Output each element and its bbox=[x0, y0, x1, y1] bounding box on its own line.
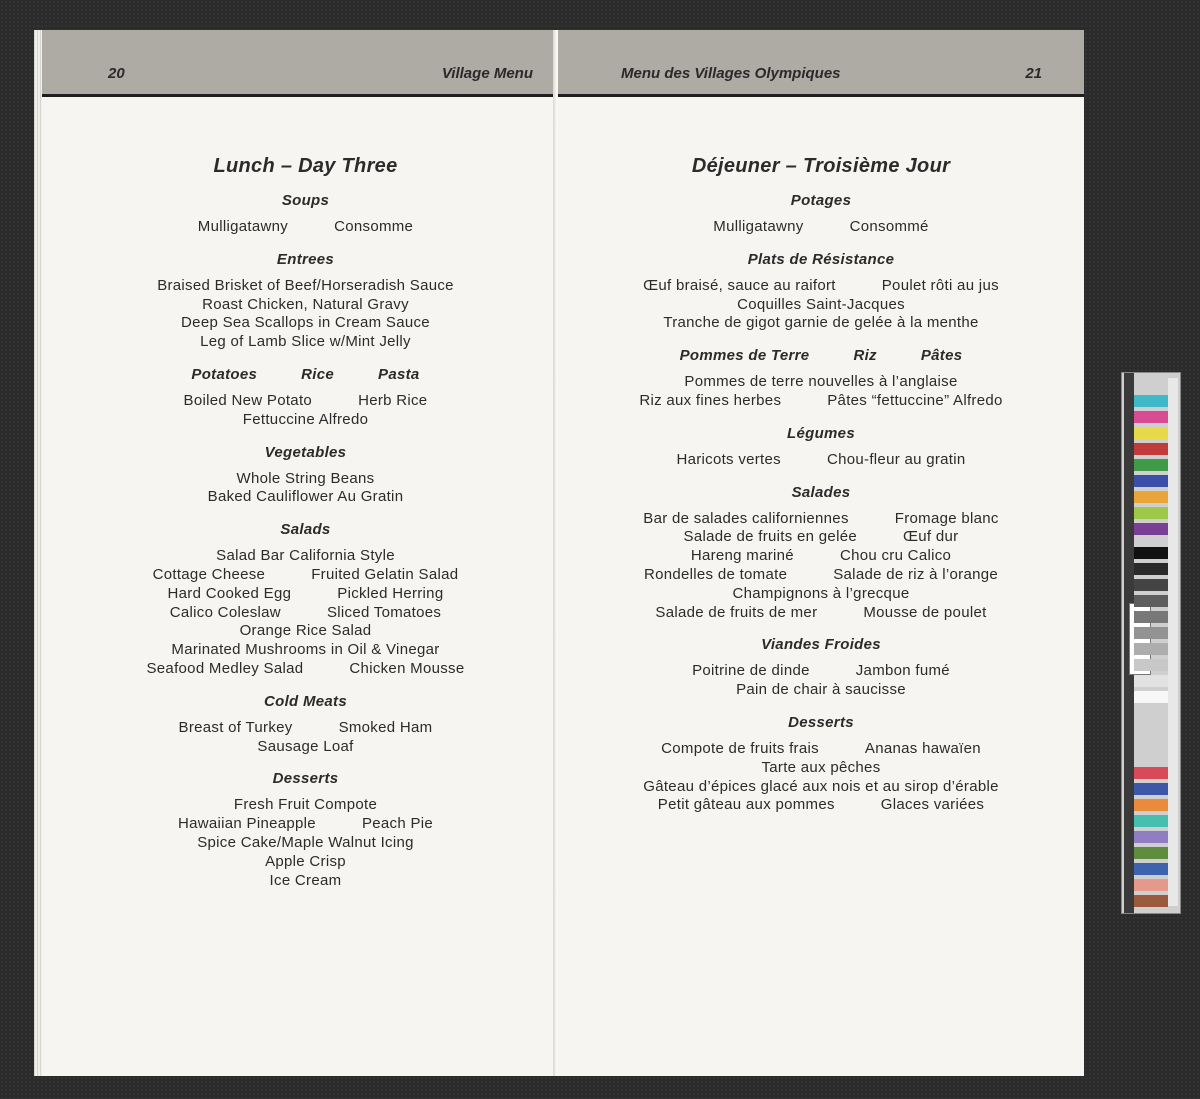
menu-row bbox=[558, 218, 1084, 237]
menu-item: Pâtes “fettuccine” Alfredo bbox=[827, 391, 1003, 409]
color-swatch bbox=[1134, 443, 1168, 455]
section-heading-plats: Plats de Résistance bbox=[747, 250, 895, 268]
menu-row bbox=[558, 528, 1084, 547]
menu-row bbox=[42, 719, 555, 738]
menu-item: Orange Rice Salad bbox=[239, 622, 372, 640]
menu-item: Champignons à l’grecque bbox=[732, 584, 910, 602]
gray-swatch bbox=[1134, 595, 1168, 607]
menu-item: Roast Chicken, Natural Gravy bbox=[202, 295, 409, 313]
menu-item: Œuf braisé, sauce au raifort bbox=[643, 276, 836, 294]
menu-item: Calico Coleslaw bbox=[169, 603, 281, 621]
right-header-band bbox=[558, 30, 1084, 97]
menu-item: Hawaiian Pineapple bbox=[177, 815, 316, 833]
menu-item: Compote de fruits frais bbox=[661, 739, 819, 757]
menu-title: Déjeuner – Troisième Jour bbox=[691, 155, 951, 177]
gray-swatch bbox=[1134, 675, 1168, 687]
menu-row bbox=[42, 333, 555, 352]
menu-item: Smoked Ham bbox=[338, 718, 433, 736]
menu-row bbox=[42, 488, 555, 507]
heading-potatoes: Potatoes bbox=[191, 365, 258, 383]
menu-item: Mulligatawny bbox=[197, 218, 289, 235]
menu-item: Fromage blanc bbox=[894, 509, 999, 527]
menu-item: Tarte aux pêches bbox=[761, 758, 881, 776]
menu-row bbox=[42, 411, 555, 430]
menu-row bbox=[42, 392, 555, 411]
menu-item: Apple Crisp bbox=[265, 852, 346, 870]
menu-row bbox=[558, 510, 1084, 529]
menu-item: Braised Brisket of Beef/Horseradish Sauce bbox=[157, 276, 454, 294]
color-swatch bbox=[1134, 847, 1168, 859]
menu-item: Leg of Lamb Slice w/Mint Jelly bbox=[200, 333, 411, 351]
menu-row bbox=[42, 660, 555, 679]
menu-item: Consommé bbox=[849, 218, 929, 235]
gray-swatch bbox=[1134, 563, 1168, 575]
menu-item: Bar de salades californiennes bbox=[643, 509, 849, 527]
gray-swatch bbox=[1134, 659, 1168, 671]
heading-riz: Riz bbox=[853, 347, 877, 365]
menu-row bbox=[558, 662, 1084, 681]
section-heading-salads: Salads bbox=[280, 521, 331, 539]
color-swatch bbox=[1134, 427, 1168, 439]
menu-row bbox=[558, 566, 1084, 585]
menu-item: Pickled Herring bbox=[337, 584, 444, 602]
menu-item: Pommes de terre nouvelles à l’anglaise bbox=[684, 373, 958, 391]
section-heading-vegetables: Vegetables bbox=[264, 443, 347, 461]
gray-swatch bbox=[1134, 547, 1168, 559]
menu-item: Salade de fruits de mer bbox=[655, 603, 818, 621]
menu-row bbox=[558, 451, 1084, 470]
menu-item: Salade de riz à l’orange bbox=[833, 565, 999, 583]
section-heading-cold-meats: Cold Meats bbox=[263, 692, 347, 710]
menu-row bbox=[42, 277, 555, 296]
color-swatch bbox=[1134, 767, 1168, 779]
menu-item: Mulligatawny bbox=[713, 218, 804, 235]
menu-row bbox=[42, 604, 555, 623]
color-swatch bbox=[1134, 879, 1168, 891]
menu-item: Chou cru Calico bbox=[839, 547, 952, 565]
running-title: Village Menu bbox=[441, 65, 533, 82]
section-heading-pommes-riz-pates bbox=[558, 347, 1084, 365]
section-heading-desserts: Desserts bbox=[272, 770, 339, 788]
menu-row bbox=[558, 296, 1084, 315]
color-calibration-chart bbox=[1121, 372, 1181, 914]
menu-row bbox=[42, 796, 555, 815]
color-swatch bbox=[1134, 895, 1168, 907]
menu-row bbox=[42, 738, 555, 757]
gray-swatch bbox=[1134, 643, 1168, 655]
menu-booklet-spread bbox=[34, 30, 1086, 1076]
menu-row bbox=[42, 218, 555, 237]
chart-label-strip bbox=[1168, 378, 1178, 906]
menu-row bbox=[42, 547, 555, 566]
color-swatch bbox=[1134, 475, 1168, 487]
color-swatch bbox=[1134, 831, 1168, 843]
menu-item: Pain de chair à saucisse bbox=[736, 681, 906, 699]
section-heading-viandes-froides: Viandes Froides bbox=[761, 636, 881, 654]
menu-item: Chicken Mousse bbox=[349, 659, 465, 677]
menu-item: Tranche de gigot garnie de gelée à la menthe bbox=[663, 314, 979, 332]
menu-row bbox=[558, 314, 1084, 333]
menu-item: Haricots vertes bbox=[676, 450, 781, 468]
menu-item: Sliced Tomatoes bbox=[326, 603, 442, 621]
menu-row bbox=[558, 796, 1084, 815]
menu-row bbox=[42, 641, 555, 660]
menu-row bbox=[42, 853, 555, 872]
menu-item: Œuf dur bbox=[902, 528, 959, 546]
menu-item: Consomme bbox=[334, 218, 414, 235]
menu-item: Fettuccine Alfredo bbox=[242, 410, 369, 428]
menu-row bbox=[558, 547, 1084, 566]
menu-item: Rondelles de tomate bbox=[643, 565, 788, 583]
menu-item: Poitrine de dinde bbox=[692, 662, 810, 680]
menu-item: Whole String Beans bbox=[236, 469, 375, 487]
color-swatch bbox=[1134, 799, 1168, 811]
section-heading-potatoes-rice-pasta bbox=[42, 366, 555, 384]
menu-item: Cottage Cheese bbox=[152, 565, 266, 583]
running-title: Menu des Villages Olympiques bbox=[621, 65, 841, 82]
menu-item: Spice Cake/Maple Walnut Icing bbox=[197, 833, 414, 851]
menu-row bbox=[558, 392, 1084, 411]
color-swatch bbox=[1134, 507, 1168, 519]
menu-item: Peach Pie bbox=[361, 815, 434, 833]
menu-item: Hard Cooked Egg bbox=[167, 584, 292, 602]
menu-row bbox=[558, 681, 1084, 700]
color-swatch bbox=[1134, 863, 1168, 875]
menu-item: Ice Cream bbox=[269, 871, 342, 889]
menu-item: Riz aux fines herbes bbox=[639, 391, 782, 409]
menu-row bbox=[42, 834, 555, 853]
menu-row bbox=[558, 740, 1084, 759]
section-heading-potages: Potages bbox=[790, 192, 852, 209]
menu-item: Poulet rôti au jus bbox=[881, 276, 999, 294]
menu-item: Petit gâteau aux pommes bbox=[657, 796, 835, 814]
section-heading-desserts: Desserts bbox=[788, 713, 854, 731]
color-swatch bbox=[1134, 491, 1168, 503]
color-swatch bbox=[1134, 783, 1168, 795]
heading-rice: Rice bbox=[301, 365, 335, 383]
color-swatch bbox=[1134, 395, 1168, 407]
color-swatch bbox=[1134, 815, 1168, 827]
page-number: 20 bbox=[108, 65, 125, 82]
menu-row bbox=[42, 872, 555, 891]
menu-row bbox=[42, 585, 555, 604]
menu-row bbox=[558, 604, 1084, 623]
menu-row bbox=[42, 622, 555, 641]
menu-item: Jambon fumé bbox=[855, 662, 950, 680]
menu-row bbox=[558, 277, 1084, 296]
menu-item: Baked Cauliflower Au Gratin bbox=[207, 488, 404, 506]
menu-row bbox=[558, 778, 1084, 797]
menu-item: Gâteau d’épices glacé aux nois et au sirop d’érable bbox=[643, 777, 999, 795]
color-swatch bbox=[1134, 411, 1168, 423]
menu-item: Coquilles Saint-Jacques bbox=[737, 295, 905, 313]
menu-row bbox=[558, 585, 1084, 604]
section-heading-legumes: Légumes bbox=[787, 424, 855, 442]
menu-item: Glaces variées bbox=[880, 796, 985, 814]
section-heading-entrees: Entrees bbox=[276, 250, 335, 268]
menu-title: Lunch – Day Three bbox=[213, 155, 398, 177]
menu-item: Fresh Fruit Compote bbox=[233, 796, 378, 814]
menu-item: Chou-fleur au gratin bbox=[826, 450, 966, 468]
right-page bbox=[558, 30, 1084, 1076]
menu-row bbox=[42, 470, 555, 489]
gray-swatch bbox=[1134, 691, 1168, 703]
menu-item: Fruited Gelatin Salad bbox=[311, 565, 459, 583]
menu-item: Salad Bar California Style bbox=[216, 547, 395, 565]
section-heading-salades: Salades bbox=[791, 483, 851, 501]
left-page bbox=[42, 30, 555, 1076]
menu-item: Seafood Medley Salad bbox=[146, 659, 304, 677]
lunch-menu-english bbox=[42, 154, 555, 890]
menu-item: Deep Sea Scallops in Cream Sauce bbox=[181, 314, 430, 332]
menu-row bbox=[558, 759, 1084, 778]
gray-swatch bbox=[1134, 627, 1168, 639]
menu-item: Boiled New Potato bbox=[183, 391, 313, 409]
page-number: 21 bbox=[1025, 65, 1042, 82]
menu-item: Salade de fruits en gelée bbox=[683, 528, 857, 546]
menu-item: Hareng mariné bbox=[690, 547, 794, 565]
menu-item: Sausage Loaf bbox=[257, 737, 354, 755]
section-heading-soups: Soups bbox=[281, 192, 330, 209]
menu-item: Mousse de poulet bbox=[863, 603, 987, 621]
color-swatch bbox=[1134, 523, 1168, 535]
left-header-band bbox=[42, 30, 555, 97]
menu-item: Marinated Mushrooms in Oil & Vinegar bbox=[171, 641, 440, 659]
gray-swatch bbox=[1134, 579, 1168, 591]
heading-pasta: Pasta bbox=[378, 365, 420, 383]
heading-pates: Pâtes bbox=[920, 347, 963, 365]
menu-item: Breast of Turkey bbox=[178, 718, 293, 736]
menu-row bbox=[558, 373, 1084, 392]
menu-item: Herb Rice bbox=[358, 391, 428, 409]
heading-pommes-de-terre: Pommes de Terre bbox=[679, 347, 810, 365]
lunch-menu-french bbox=[558, 154, 1084, 815]
menu-item: Ananas hawaïen bbox=[864, 739, 981, 757]
menu-row bbox=[42, 815, 555, 834]
menu-row bbox=[42, 566, 555, 585]
color-swatch bbox=[1134, 459, 1168, 471]
gray-swatch bbox=[1134, 611, 1168, 623]
menu-row bbox=[42, 314, 555, 333]
menu-row bbox=[42, 296, 555, 315]
